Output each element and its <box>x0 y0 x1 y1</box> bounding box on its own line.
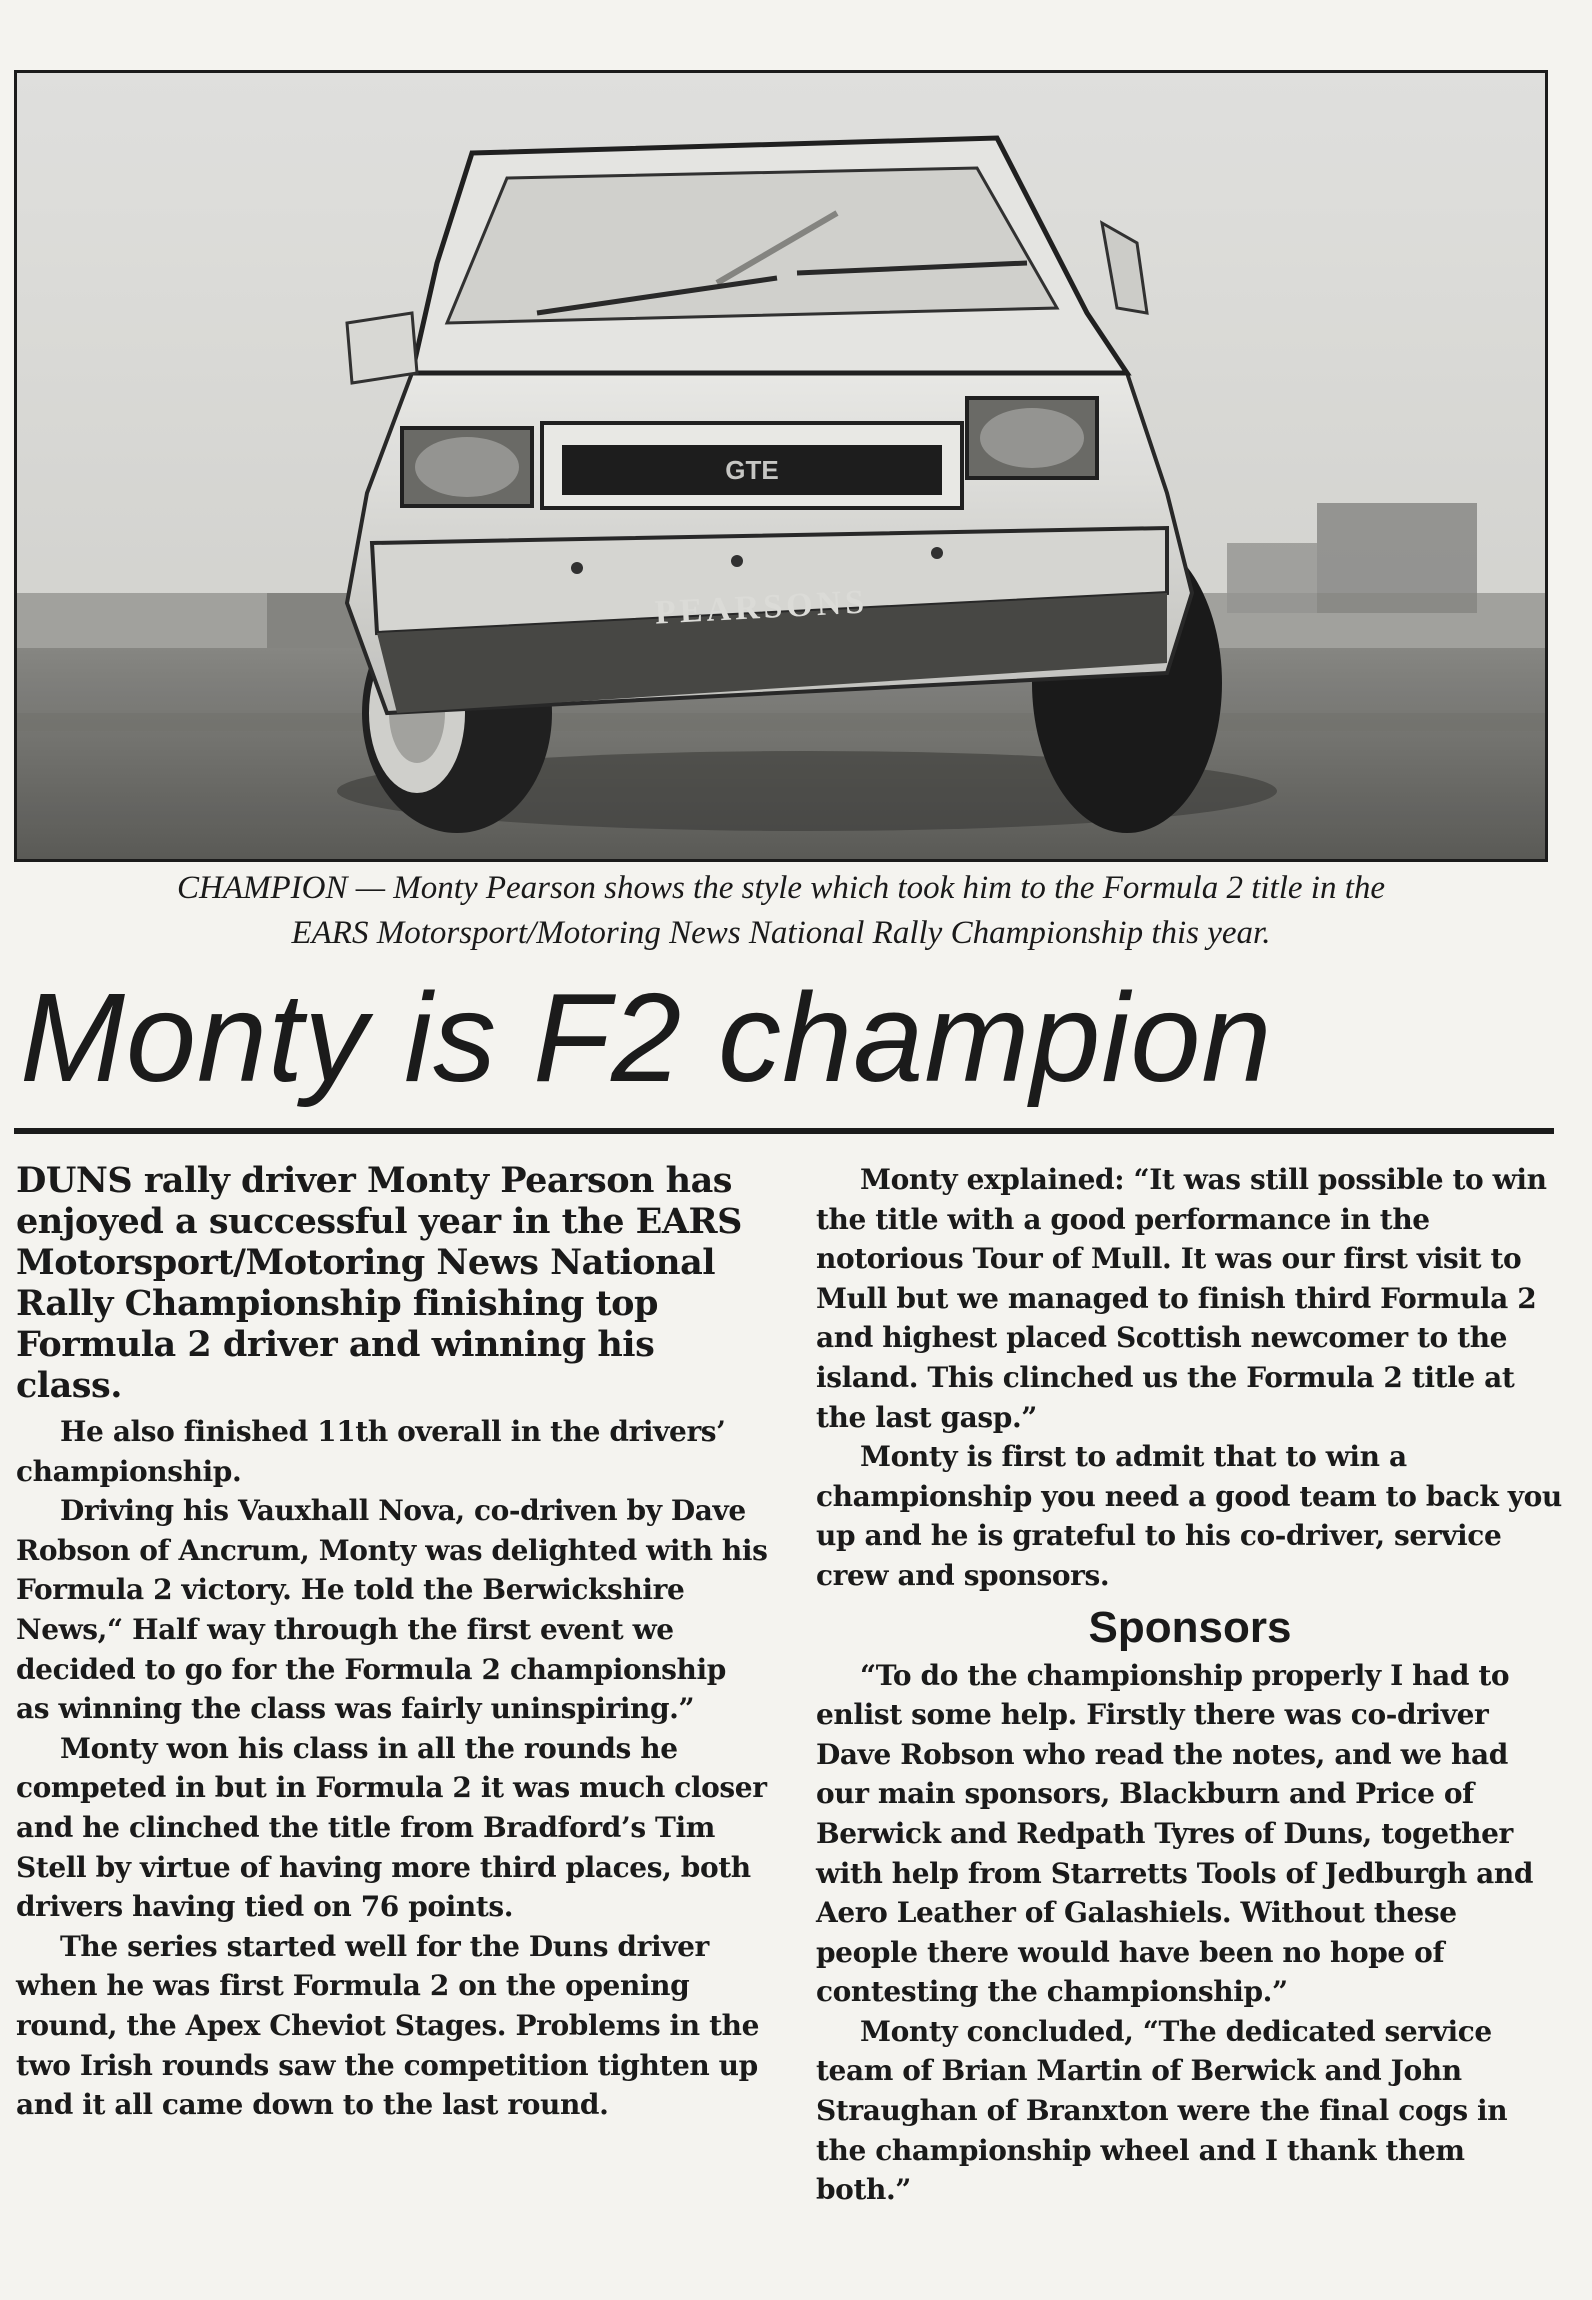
article-paragraph: Monty concluded, “The dedicated service team of Brian Martin of Berwick and John Straughan of Branxton were the final cogs in the championship wheel and I thank them both.” <box>816 2014 1508 2207</box>
headline-rule <box>14 1128 1554 1134</box>
article-paragraph: Driving his Vauxhall Nova, co-driven by Dave Robson of Ancrum, Monty was delighted with his Formula 2 victory. He told the Berwickshire News,“ Half way through the first event we decided to go for the Formula 2 championship as winning the class was fairly uninspiring.” <box>16 1494 768 1726</box>
caption-line-2: EARS Motorsport/Motoring News National Rally Championship this year. <box>291 915 1271 951</box>
rally-car-photo <box>14 70 1548 862</box>
article-column-left <box>16 1160 768 2125</box>
article-paragraph: Monty won his class in all the rounds he competed in but in Formula 2 it was much closer and he clinched the title from Bradford’s Tim Stell by virtue of having more third places, both drivers having tied on 76 points. <box>16 1731 767 1924</box>
article-paragraph: “To do the championship properly I had to enlist some help. Firstly there was co-driver Dave Robson who read the notes, and we had our main sponsors, Blackburn and Price of Berwick and Redpath Tyres of Duns, together with help from Starretts Tools of Jedburgh and Aero Leather of Galashiels. Without these people there would have been no hope of contesting the championship.” <box>816 1658 1534 2009</box>
rally-car-illustration <box>17 73 1545 859</box>
article-paragraph: Monty explained: “It was still possible to win the title with a good performance in the notorious Tour of Mull. It was our first visit to Mull but we managed to finish third Formula 2 and highest placed Scottish newcomer to the island. This clinched us the Formula 2 title at the last gasp.” <box>816 1163 1547 1434</box>
grille-badge: GTE <box>725 455 779 485</box>
caption-line-1: CHAMPION — Monty Pearson shows the style which took him to the Formula 2 title in the <box>176 870 1386 906</box>
article-paragraph: Monty is first to admit that to win a championship you need a good team to back you up and he is grateful to his co-driver, service crew and sponsors. <box>816 1440 1562 1592</box>
subheading-sponsors: Sponsors <box>1088 1602 1292 1652</box>
article-lead: DUNS rally driver Monty Pearson has enjoyed a successful year in the EARS Motorsport/Motoring News National Rally Championship finishing top Formula 2 driver and winning his class. <box>16 1160 742 1406</box>
article-paragraph: The series started well for the Duns driver when he was first Formula 2 on the opening round, the Apex Cheviot Stages. Problems in the two Irish rounds saw the competition tighten up and it all came down to the last round. <box>16 1929 759 2122</box>
photo-caption <box>14 866 1548 956</box>
article-column-right <box>816 1160 1564 2210</box>
article-paragraph: He also finished 11th overall in the drivers’ championship. <box>16 1415 726 1488</box>
headline: Monty is F2 champion <box>20 967 1273 1108</box>
sponsor-plate: PEARSONS <box>653 583 869 632</box>
